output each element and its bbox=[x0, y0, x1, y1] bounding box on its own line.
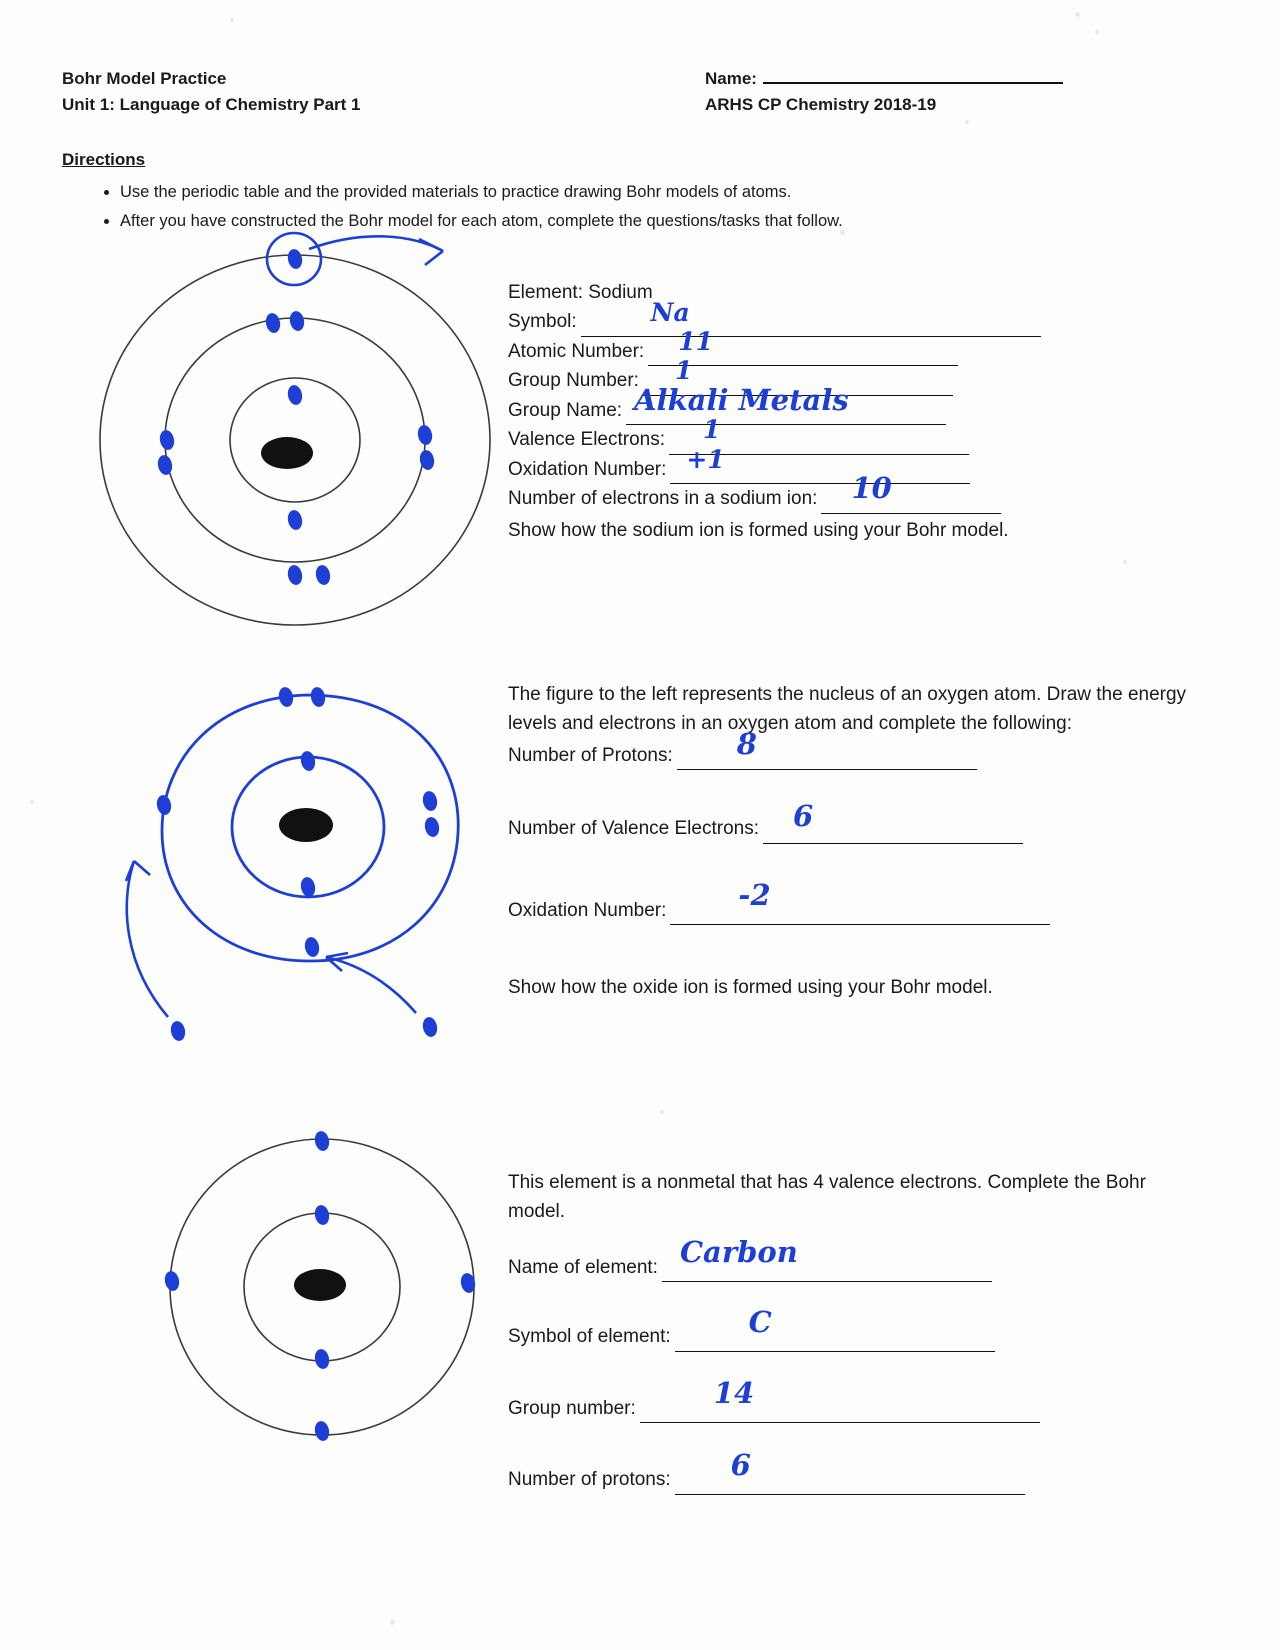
paper-speck bbox=[30, 800, 34, 804]
oxidation-answer: +1 bbox=[686, 445, 725, 475]
group-name-label: Group Name: bbox=[508, 399, 623, 421]
oxygen-question-block bbox=[508, 680, 1188, 1003]
oxidation-number-answer: -2 bbox=[738, 878, 771, 913]
valence-label: Valence Electrons: bbox=[508, 429, 666, 451]
oxidation-input[interactable] bbox=[670, 445, 970, 484]
directions-heading: Directions bbox=[62, 150, 146, 169]
element-symbol-input[interactable] bbox=[675, 1304, 995, 1352]
carbon-group-answer: 14 bbox=[713, 1376, 755, 1411]
valence-field bbox=[508, 414, 1178, 454]
direction-item: • After you have constructed the Bohr model for each atom, complete the questions/tasks that follow. bbox=[120, 207, 1095, 236]
bohr-model-sodium bbox=[95, 235, 495, 640]
atomic-number-input[interactable] bbox=[648, 327, 958, 366]
atomic-number-field bbox=[508, 327, 1178, 366]
oxidation-number-label: Oxidation Number: bbox=[508, 899, 667, 921]
valence-electrons-label: Number of Valence Electrons: bbox=[508, 818, 759, 840]
symbol-field bbox=[508, 297, 1178, 336]
symbol-label: Symbol: bbox=[508, 311, 577, 333]
student-header bbox=[705, 66, 1063, 119]
ion-electrons-field bbox=[508, 470, 1178, 513]
protons-field bbox=[508, 727, 1188, 770]
group-name-answer: Alkali Metals bbox=[634, 383, 849, 418]
worksheet-title bbox=[62, 66, 361, 119]
valence-answer: 1 bbox=[703, 414, 721, 444]
group-number-answer: 1 bbox=[674, 355, 693, 385]
paper-speck bbox=[230, 18, 234, 22]
element-name-answer: Carbon bbox=[679, 1235, 798, 1270]
element-name-field bbox=[508, 1235, 1188, 1282]
atomic-number-label: Atomic Number: bbox=[508, 340, 645, 362]
valence-electrons-answer: 6 bbox=[793, 798, 814, 833]
name-input-rule[interactable] bbox=[763, 68, 1063, 84]
bohr-model-carbon bbox=[150, 1115, 500, 1450]
carbon-protons-field bbox=[508, 1447, 1188, 1494]
oxygen-intro: The figure to the left represents the nucleus of an oxygen atom. Draw the energy levels and electrons in an oxygen atom and complete the following: bbox=[508, 684, 1187, 735]
paper-speck bbox=[1123, 560, 1127, 564]
sodium-question-block bbox=[508, 278, 1178, 545]
carbon-group-input[interactable] bbox=[640, 1376, 1040, 1423]
carbon-group-field bbox=[508, 1376, 1188, 1423]
carbon-protons-input[interactable] bbox=[675, 1447, 1025, 1495]
element-name-input[interactable] bbox=[662, 1235, 992, 1282]
protons-answer: 8 bbox=[736, 727, 757, 762]
paper-speck bbox=[965, 120, 969, 124]
direction-item: • Use the periodic table and the provided materials to practice drawing Bohr models of atoms. bbox=[120, 178, 1095, 207]
paper-speck bbox=[1075, 12, 1080, 17]
symbol-answer: Na bbox=[650, 297, 690, 327]
symbol-input[interactable] bbox=[581, 297, 1041, 337]
protons-label: Number of Protons: bbox=[508, 744, 673, 766]
carbon-intro: This element is a nonmetal that has 4 valence electrons. Complete the Bohr model. bbox=[508, 1172, 1146, 1223]
carbon-protons-answer: 6 bbox=[730, 1447, 751, 1482]
group-name-field bbox=[508, 383, 1178, 425]
protons-input[interactable] bbox=[677, 727, 977, 770]
name-field-row bbox=[705, 66, 1063, 92]
oxidation-field bbox=[508, 445, 1178, 484]
worksheet-title-line1: Bohr Model Practice bbox=[62, 69, 227, 88]
valence-electrons-input[interactable] bbox=[763, 798, 1023, 844]
valence-electrons-field bbox=[508, 798, 1188, 843]
group-name-input[interactable] bbox=[626, 383, 946, 425]
element-name-label: Name of element: bbox=[508, 1256, 658, 1278]
element-symbol-label: Symbol of element: bbox=[508, 1326, 671, 1348]
oxidation-number-input[interactable] bbox=[670, 878, 1050, 925]
paper-speck bbox=[1095, 30, 1099, 34]
element-symbol-field bbox=[508, 1304, 1188, 1351]
oxidation-number-field bbox=[508, 878, 1188, 925]
carbon-group-label: Group number: bbox=[508, 1397, 636, 1419]
sodium-show-task: Show how the sodium ion is formed using your Bohr model. bbox=[508, 519, 1009, 541]
name-label: Name: bbox=[705, 69, 757, 88]
ion-electrons-answer: 10 bbox=[851, 470, 892, 505]
ion-electrons-input[interactable] bbox=[821, 470, 1001, 514]
directions-list bbox=[95, 178, 1095, 236]
oxide-show-task: Show how the oxide ion is formed using your Bohr model. bbox=[508, 977, 993, 999]
paper-speck bbox=[390, 1620, 395, 1625]
atomic-number-answer: 11 bbox=[678, 327, 713, 357]
paper-speck bbox=[660, 1110, 664, 1114]
worksheet-title-line2: Unit 1: Language of Chemistry Part 1 bbox=[62, 95, 361, 115]
element-symbol-answer: C bbox=[748, 1304, 772, 1339]
course-label: ARHS CP Chemistry 2018-19 bbox=[705, 95, 937, 115]
group-number-label: Group Number: bbox=[508, 370, 639, 392]
ion-electrons-label: Number of electrons in a sodium ion: bbox=[508, 488, 818, 510]
carbon-protons-label: Number of protons: bbox=[508, 1469, 671, 1491]
element-label: Element: Sodium bbox=[508, 282, 653, 303]
oxidation-label: Oxidation Number: bbox=[508, 458, 667, 480]
carbon-question-block bbox=[508, 1168, 1188, 1495]
bohr-model-oxygen bbox=[110, 665, 490, 1070]
